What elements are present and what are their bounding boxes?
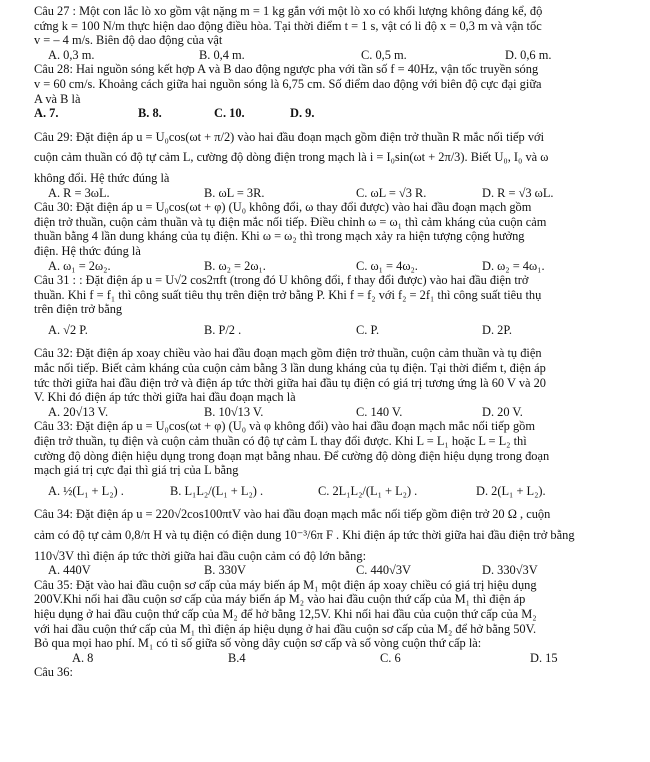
question-31-line-3: trên điện trở bằng	[34, 302, 123, 317]
option-b: B. ωL = 3R.	[204, 185, 265, 200]
option-d: D. 15	[530, 650, 558, 665]
question-30-line-4: điện. Hệ thức đúng là	[34, 243, 141, 258]
question-31-line-1: Câu 31 : : Đặt điện áp u = U√2 cos2πft (trong đó U không đổi, f thay đổi được) vào hai đầu điện trở	[34, 273, 529, 288]
question-35-line-3: hiệu dụng ở hai đầu cuộn thứ cấp của M₂ để hở bằng 12,5V. Khi nối hai đầu của cuộn thứ cấp của M₂	[34, 606, 537, 621]
question-27	[0, 4, 650, 48]
option-a: A. ½(L₁ + L₂) .	[48, 483, 124, 498]
question-29-options	[0, 186, 650, 201]
question-36-label: Câu 36:	[34, 665, 73, 680]
question-27-line-2: cứng k = 100 N/m thực hiện dao động điều hòa. Tại thời điểm t = 1 s, vật có li độ x = 0,3 m và vận tốc	[34, 18, 542, 33]
question-32	[0, 346, 650, 404]
question-27-line-1: Câu 27 : Một con lắc lò xo gồm vật nặng m = 1 kg gắn với một lò xo có khối lượng không đáng kể, độ	[34, 4, 543, 18]
question-28-line-1: Câu 28: Hai nguồn sóng kết hợp A và B dao động ngược pha với tần số f = 40Hz, vận tốc truyền sóng	[34, 62, 539, 77]
option-b: B. P/2 .	[204, 322, 242, 337]
option-b: B. 330V	[204, 563, 246, 578]
question-30-options	[0, 259, 650, 274]
question-33-line-2: điện trở thuần, tụ điện và cuộn cảm thuần có độ tự cảm L thay đổi được. Khi L = L₁ hoặc L = L₂ thì	[34, 434, 527, 449]
question-34-line-3: 110√3V thì điện áp tức thời giữa hai đầu cuộn cảm có độ lớn bằng:	[34, 548, 367, 563]
question-27-line-3: v = – 4 m/s. Biên độ dao động của vật	[34, 33, 223, 48]
question-33-line-3: cường độ dòng điện hiệu dụng trong đoạn mạt bằng nhau. Để cường độ dòng điện hiệu dụng trong đoạn	[34, 448, 550, 463]
question-35-line-4: với hai đầu cuộn thứ cấp của M₁ thì điện áp hiệu dụng ở hai đầu cuộn sơ cấp của M₂ để hở bằng 50V.	[34, 621, 537, 636]
option-b: B. 10√13 V.	[204, 404, 264, 419]
question-28-options	[0, 106, 650, 121]
option-c: C. 10.	[214, 106, 245, 121]
question-33-options	[0, 484, 650, 499]
option-c: C. ω₁ = 4ω₂.	[356, 258, 418, 273]
question-35-line-5: Bỏ qua mọi hao phí. M₁ có tỉ số giữa số vòng dây cuộn sơ cấp và số vòng cuộn thứ cấp là:	[34, 636, 482, 651]
option-b: B. 8.	[138, 106, 162, 121]
question-30-line-1: Câu 30: Đặt điện áp u = U₀cos(ωt + φ) (U₀ không đổi, ω thay đổi được) vào hai đầu đoạn mạch gồm	[34, 200, 532, 215]
question-33	[0, 419, 650, 477]
option-c: C. ωL = √3 R.	[356, 185, 427, 200]
question-33-line-4: mạch giá trị cực đại thì giá trị của L bằng	[34, 463, 239, 478]
question-34-line-2: cảm có độ tự cảm 0,8/π H và tụ điện có điện dung 10⁻³/6π F . Khi điện áp tức thời giữa hai đầu điện trở bằng	[34, 528, 575, 542]
option-a: A. 440V	[48, 563, 91, 578]
question-30	[0, 200, 650, 258]
question-31-line-2: thuần. Khi f = f₁ thì công suất tiêu thụ trên điện trở bằng P. Khi f = f₂ với f₂ = 2f₁ thì công suất tiêu thụ	[34, 287, 542, 302]
option-d: D. 20 V.	[482, 404, 523, 419]
option-a: A. R = 3ωL.	[48, 185, 110, 200]
option-c: C. 6	[380, 650, 401, 665]
option-b: B. L₁L₂/(L₁ + L₂) .	[170, 483, 264, 498]
question-35-line-2: 200V.Khi nối hai đầu cuộn sơ cấp của máy biến áp M₂ vào hai đầu cuộn thứ cấp của M₁ thì điện áp	[34, 592, 526, 607]
option-b: B. ω₂ = 2ω₁.	[204, 258, 266, 273]
option-d: D. 0,6 m.	[505, 47, 552, 62]
question-32-line-4: V. Khi đó điện áp tức thời giữa hai đầu đoạn mạch là	[34, 390, 296, 405]
option-a: A. 7.	[34, 106, 59, 121]
option-c: C. P.	[356, 322, 380, 337]
option-d: D. R = √3 ωL.	[482, 185, 554, 200]
question-34	[0, 507, 650, 563]
question-32-line-1: Câu 32: Đặt điện áp xoay chiều vào hai đầu đoạn mạch gồm điện trở thuần, cuộn cảm thuần và tụ điện	[34, 346, 542, 361]
option-a: A. ω₁ = 2ω₂.	[48, 258, 111, 273]
question-29	[0, 130, 650, 186]
option-a: A. √2 P.	[48, 322, 88, 337]
option-b: B. 0,4 m.	[199, 47, 245, 62]
option-c: C. 2L₁L₂/(L₁ + L₂) .	[318, 483, 418, 498]
option-c: C. 440√3V	[356, 563, 411, 578]
question-28	[0, 62, 650, 106]
question-28-line-2: v = 60 cm/s. Khoảng cách giữa hai nguồn sóng là 6,75 cm. Số điểm dao động với biên độ cực đại giữa	[34, 76, 542, 91]
option-a: A. 20√13 V.	[48, 404, 109, 419]
question-33-line-1: Câu 33: Đặt điện áp u = U₀cos(ωt + φ) (U₀ và φ không đổi) vào hai đầu đoạn mạch mắc nối tiếp gồm	[34, 419, 536, 434]
question-35	[0, 578, 650, 651]
question-32-line-2: mắc nối tiếp. Biết cảm kháng của cuộn cảm bằng 3 lần dung kháng của tụ điện. Tại thời điểm t, điện áp	[34, 361, 546, 376]
question-35-line-1: Câu 35: Đặt vào hai đầu cuộn sơ cấp của máy biến áp M₁ một điện áp xoay chiều có giá trị hiệu dụng	[34, 577, 537, 592]
option-d: D. 330√3V	[482, 563, 538, 578]
question-36	[0, 665, 650, 680]
question-32-line-3: tức thời giữa hai đầu điện trở và điện áp tức thời giữa hai đầu tụ điện có giá trị tương ứng là 60 V và 20	[34, 375, 546, 390]
question-34-options	[0, 563, 650, 578]
question-35-options	[0, 651, 650, 666]
question-27-options	[0, 48, 650, 63]
question-30-line-3: thuần bằng 4 lần dung kháng của tụ điện. Khi ω = ω₂ thì trong mạch xảy ra hiện tượng cộng hưởng	[34, 229, 525, 244]
question-34-line-1: Câu 34: Đặt điện áp u = 220√2cos100πtV vào hai đầu đoạn mạch mắc nối tiếp gồm điện trở 20 Ω , cuộn	[34, 507, 551, 522]
option-c: C. 0,5 m.	[361, 47, 407, 62]
option-d: D. 2(L₁ + L₂).	[476, 483, 546, 498]
question-28-line-3: A và B là	[34, 91, 81, 106]
question-32-options	[0, 405, 650, 420]
option-d: D. 2P.	[482, 322, 512, 337]
option-d: D. ω₂ = 4ω₁.	[482, 258, 545, 273]
option-b: B.4	[228, 650, 246, 665]
option-a: A. 0,3 m.	[48, 47, 95, 62]
question-29-line-3: không đổi. Hệ thức đúng là	[34, 170, 170, 185]
option-c: C. 140 V.	[356, 404, 403, 419]
question-31-options	[0, 323, 650, 338]
option-d: D. 9.	[290, 106, 315, 121]
question-29-line-1: Câu 29: Đặt điện áp u = U₀cos(ωt + π/2) vào hai đầu đoạn mạch gồm điện trở thuần R mắc nối tiếp với	[34, 129, 545, 144]
question-31	[0, 273, 650, 317]
option-a: A. 8	[72, 650, 94, 665]
question-30-line-2: điện trở thuần, cuộn cảm thuần và tụ điện mắc nối tiếp. Điều chỉnh ω = ω₁ thì cảm kháng của cuộn cảm	[34, 214, 547, 229]
question-29-line-2: cuộn cảm thuần có độ tự cảm L, cường độ dòng điện trong mạch là i = I₀sin(ωt + 2π/3). Biết U₀, I₀ và ω	[34, 150, 549, 165]
